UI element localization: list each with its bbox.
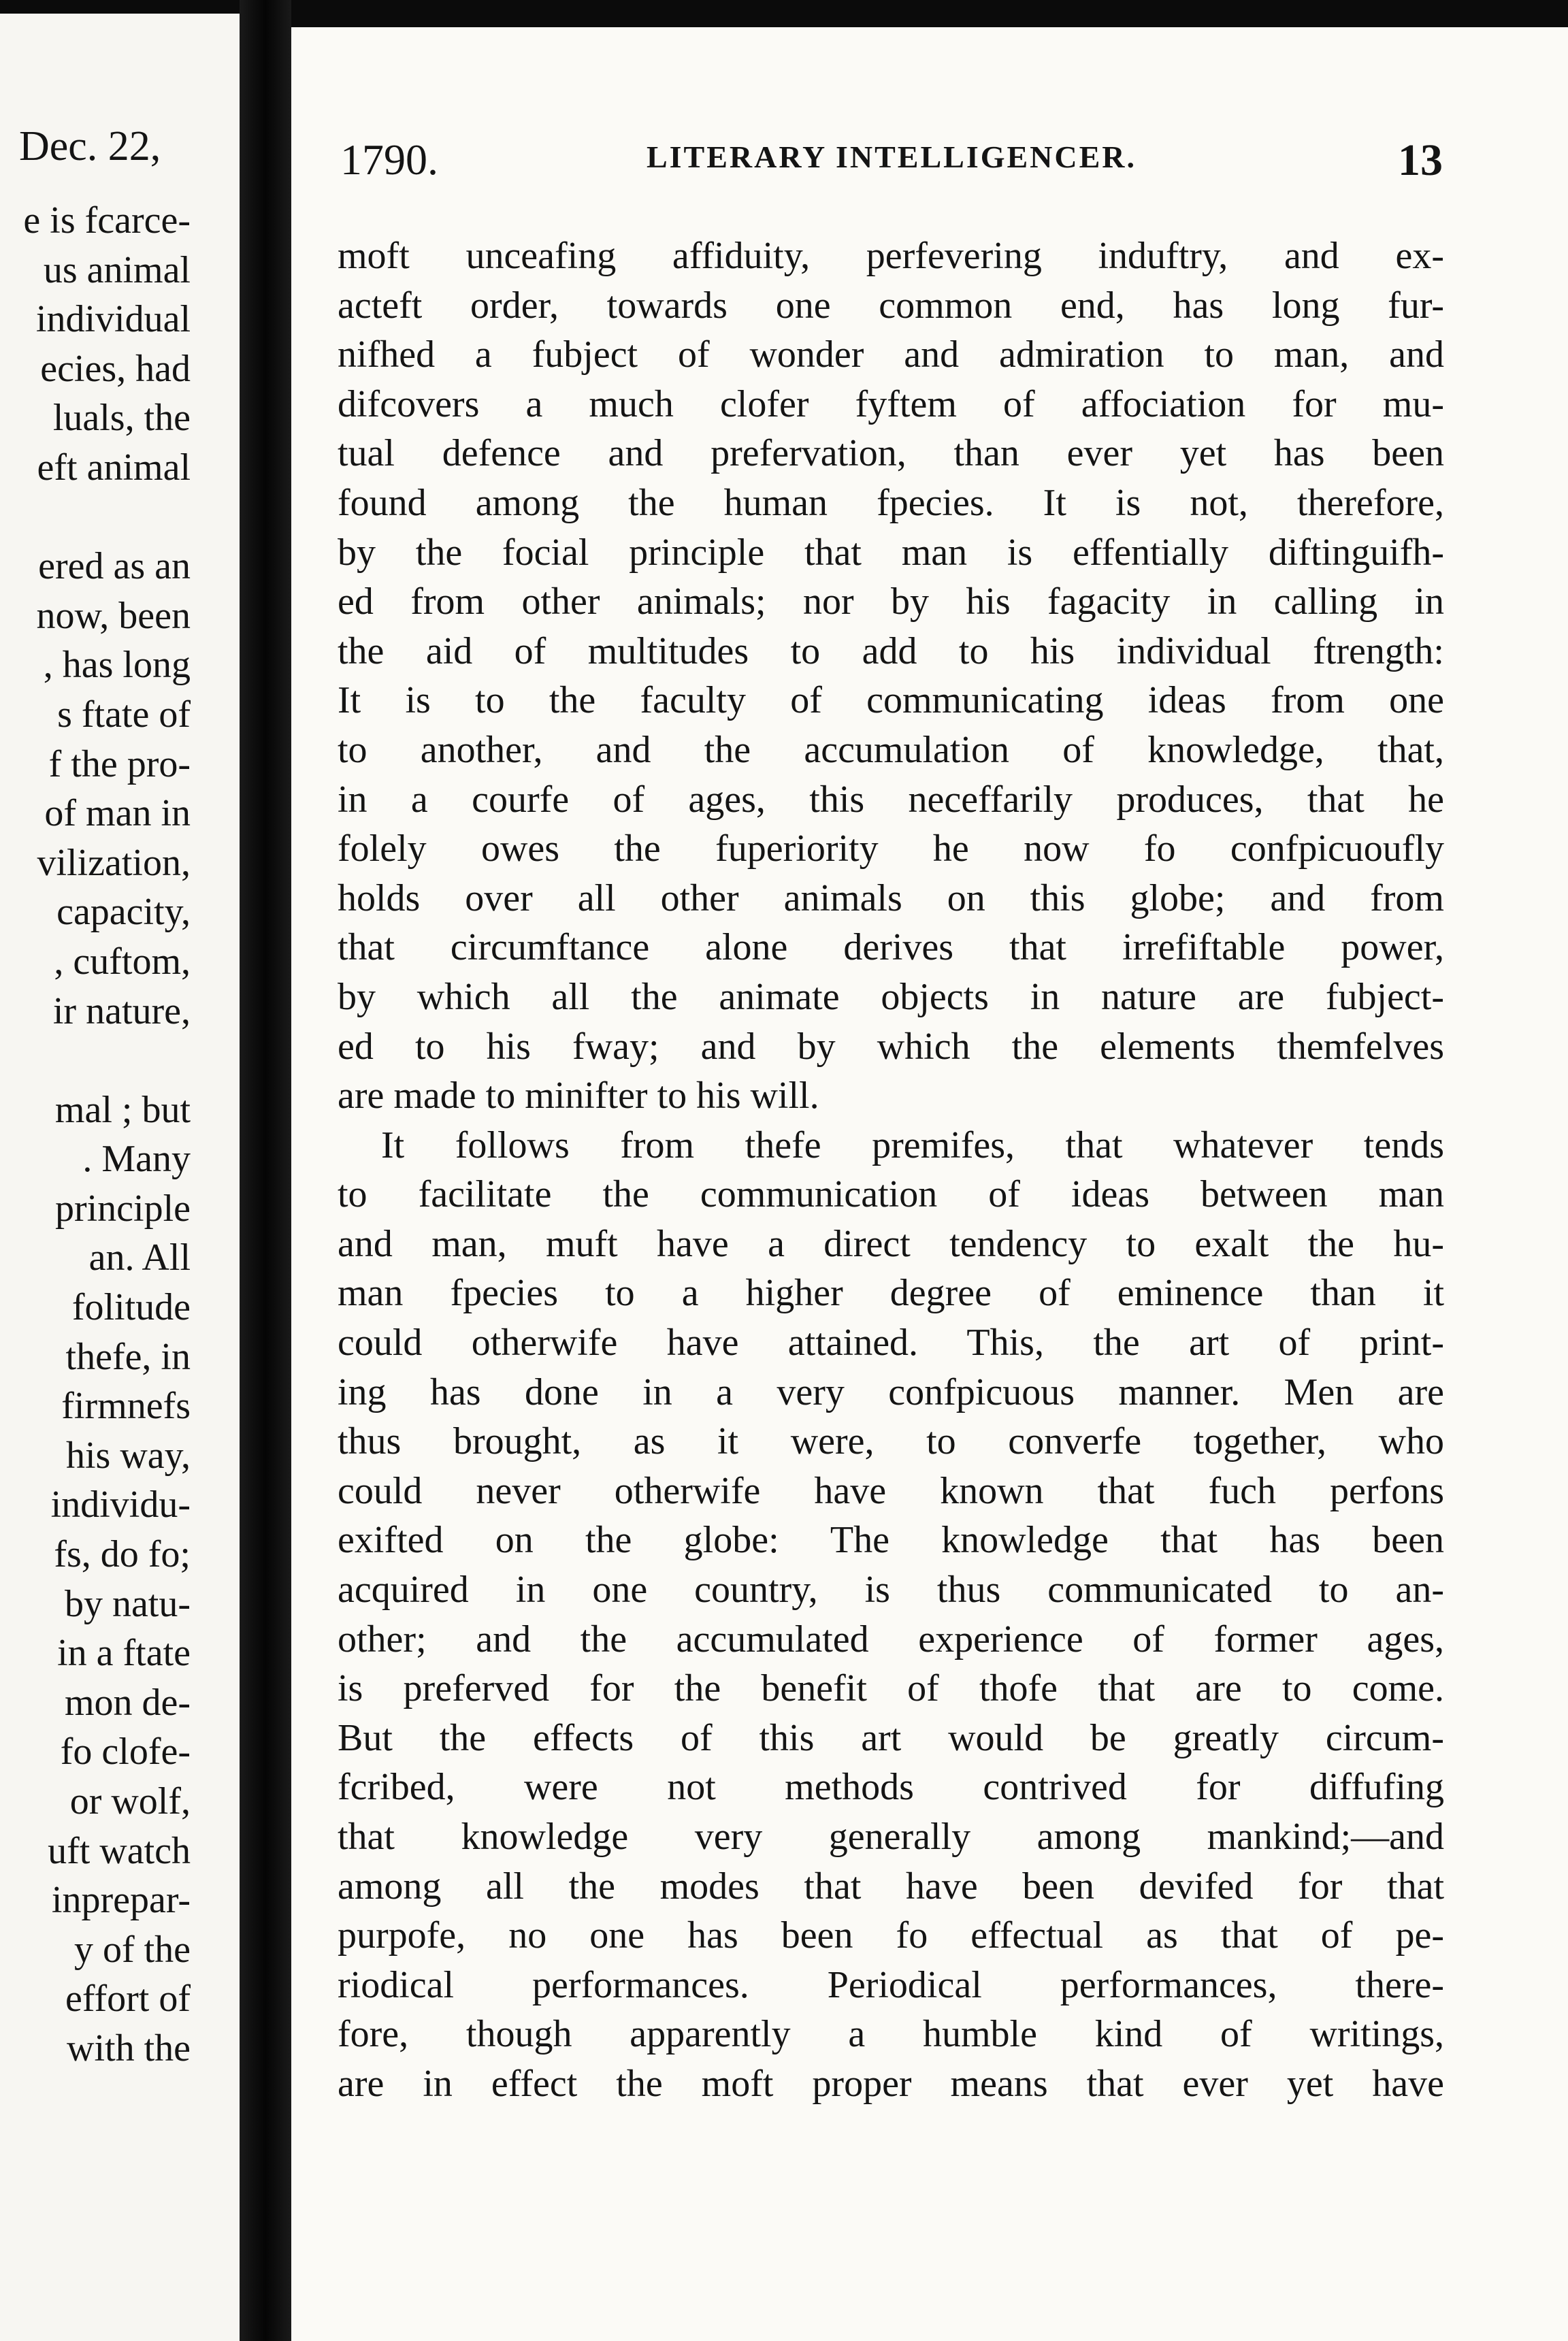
text-line: folitude — [71, 1286, 191, 1329]
text-line: by which all the animate objects in nature are fubject- — [338, 975, 1444, 1018]
text-line — [0, 493, 240, 542]
text-line: fcribed, were not methods contrived for diffufing — [338, 1766, 1444, 1809]
text-line: fo clofe- — [60, 1731, 191, 1773]
text-line: exifted on the globe: The knowledge that has been — [338, 1519, 1444, 1562]
text-line: But the effects of this art would be greatly circum- — [338, 1716, 1444, 1759]
left-page-running-head: Dec. 22, — [19, 123, 161, 169]
text-line: and man, muft have a direct tendency to exalt the hu- — [338, 1222, 1444, 1265]
text-line: thefe, in — [65, 1335, 191, 1378]
text-line — [0, 1036, 240, 1085]
running-head-title: LITERARY INTELLIGENCER. — [646, 140, 1137, 174]
text-line: man fpecies to a higher degree of eminence than it — [338, 1272, 1444, 1315]
text-line: ir nature, — [52, 989, 191, 1032]
text-line: folely owes the fuperiority he now fo confpicuoufly — [338, 828, 1444, 870]
text-line: an. All — [88, 1237, 191, 1279]
text-line: riodical performances. Periodical performances, there- — [338, 1963, 1444, 2006]
text-line: e is fcarce- — [23, 199, 191, 242]
text-line: by the focial principle that man is effentially diftinguifh- — [338, 531, 1444, 574]
text-line: mon de- — [64, 1681, 191, 1724]
text-line: are in effect the moft proper means that ever yet have — [338, 2062, 1444, 2105]
text-line: fs, do fo; — [54, 1533, 191, 1576]
text-line: individu- — [50, 1484, 191, 1526]
text-line: thus brought, as it were, to converfe together, who — [338, 1420, 1444, 1463]
text-line: could otherwife have attained. This, the art of print- — [338, 1322, 1444, 1364]
paragraph-start-line: It follows from thefe premifes, that whatever tends — [381, 1124, 1444, 1166]
text-line: inprepar- — [51, 1879, 191, 1922]
paragraph-end-line: are made to minifter to his will. — [338, 1075, 819, 1117]
text-line: with the — [67, 2027, 191, 2069]
text-line: effort of — [65, 1978, 191, 2020]
book-gutter — [240, 0, 291, 2341]
text-line: firmnefs — [61, 1385, 191, 1428]
text-line: . Many — [82, 1138, 191, 1181]
text-line: capacity, — [56, 891, 191, 934]
text-line: holds over all other animals on this globe; and from — [338, 877, 1444, 919]
text-line: now, been — [36, 594, 191, 637]
text-line: s ftate of — [57, 693, 191, 736]
text-line: could never otherwife have known that fuch perfons — [338, 1469, 1444, 1512]
text-line: vilization, — [37, 841, 191, 884]
text-line: individual — [35, 298, 191, 341]
text-line: ing has done in a very confpicuous manner. Men are — [338, 1371, 1444, 1413]
text-line: fore, though apparently a humble kind of writings, — [338, 2013, 1444, 2056]
text-line: y of the — [74, 1928, 191, 1971]
text-line: nifhed a fubject of wonder and admiration to man, and — [338, 333, 1444, 376]
running-head — [340, 135, 1443, 189]
left-page-text-column — [0, 196, 240, 2074]
running-head-year: 1790. — [340, 135, 438, 184]
text-line: It is to the faculty of communicating ideas from one — [338, 679, 1444, 722]
text-line: his way, — [65, 1434, 191, 1477]
text-line: ecies, had — [40, 347, 191, 390]
text-line: in a courfe of ages, this neceffarily produces, that he — [338, 778, 1444, 821]
text-line: , has long — [43, 644, 191, 687]
text-line: ered as an — [38, 545, 191, 588]
text-line: found among the human fpecies. It is not, therefore, — [338, 481, 1444, 524]
text-line: mal ; but — [54, 1088, 191, 1131]
text-line: is preferved for the benefit of thofe that are to come. — [338, 1667, 1444, 1710]
text-line: uft watch — [48, 1829, 191, 1872]
body-text — [338, 231, 1444, 2109]
text-line: acquired in one country, is thus communicated to an- — [338, 1569, 1444, 1611]
text-line: us animal — [43, 248, 191, 291]
text-line: among all the modes that have been devifed for that — [338, 1865, 1444, 1908]
text-line: in a ftate — [57, 1632, 191, 1675]
text-line: eft animal — [37, 446, 191, 489]
text-line: tual defence and prefervation, than ever yet has been — [338, 432, 1444, 475]
text-line: purpofe, no one has been fo effectual as that of pe- — [338, 1914, 1444, 1957]
text-line: to facilitate the communication of ideas between man — [338, 1173, 1444, 1216]
text-line: luals, the — [52, 397, 191, 440]
text-line: principle — [54, 1187, 191, 1230]
text-line: that circumftance alone derives that irrefiftable power, — [338, 926, 1444, 969]
page-number: 13 — [1398, 135, 1443, 185]
text-line: the aid of multitudes to add to his individual ftrength: — [338, 629, 1444, 672]
right-page — [291, 27, 1568, 2341]
text-line: acteft order, towards one common end, has long fur- — [338, 284, 1444, 327]
text-line: by natu- — [64, 1582, 191, 1625]
text-line: that knowledge very generally among mankind;—and — [338, 1816, 1444, 1858]
text-line: ed to his fway; and by which the elements themfelves — [338, 1025, 1444, 1068]
text-line: difcovers a much clofer fyftem of affociation for mu- — [338, 382, 1444, 425]
text-line: ed from other animals; nor by his fagacity in calling in — [338, 580, 1444, 623]
text-line: of man in — [44, 792, 191, 835]
text-line: , cuftom, — [54, 940, 191, 983]
text-line: to another, and the accumulation of knowledge, that, — [338, 728, 1444, 771]
text-line: or wolf, — [69, 1780, 191, 1822]
text-line: f the pro- — [48, 742, 191, 785]
text-line: moft unceafing affiduity, perfevering induftry, and ex- — [338, 235, 1444, 277]
left-page — [0, 14, 240, 2341]
text-line: other; and the accumulated experience of former ages, — [338, 1618, 1444, 1660]
